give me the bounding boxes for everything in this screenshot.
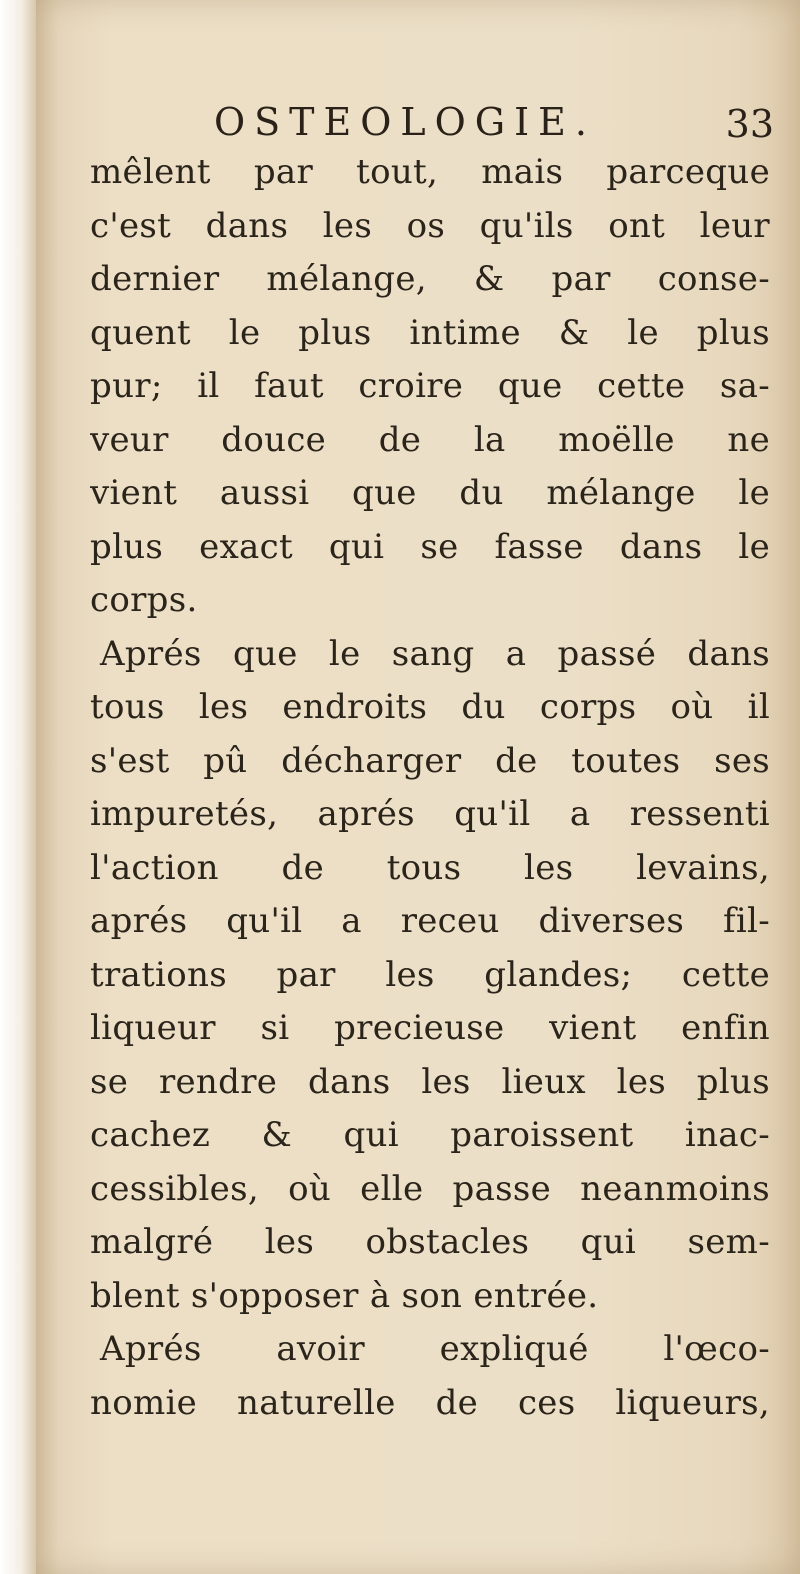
text-line: Aprés que le sang a passé dans bbox=[100, 633, 770, 674]
text-line: corps. bbox=[90, 580, 198, 620]
text-line: quent le plus intime & le plus bbox=[90, 312, 770, 353]
text-line: aprés qu'il a receu diverses fil- bbox=[90, 901, 770, 941]
body-text bbox=[90, 146, 770, 1430]
text-line: cessibles, où elle passe neanmoins bbox=[90, 1168, 770, 1209]
text-line: plus exact qui se fasse dans le bbox=[90, 526, 770, 567]
book-page bbox=[36, 0, 800, 1574]
text-line: trations par les glandes; cette bbox=[90, 954, 770, 995]
text-line: se rendre dans les lieux les plus bbox=[90, 1061, 770, 1102]
text-line: blent s'opposer à son entrée. bbox=[90, 1275, 599, 1316]
text-line: impuretés, aprés qu'il a ressenti bbox=[90, 794, 770, 834]
text-line: malgré les obstacles qui sem- bbox=[90, 1222, 770, 1262]
text-line: veur douce de la moëlle ne bbox=[90, 419, 770, 460]
text-line: s'est pû décharger de toutes ses bbox=[90, 740, 770, 781]
text-line: mêlent par tout, mais parceque bbox=[90, 152, 770, 192]
text-line: cachez & qui paroissent inac- bbox=[90, 1115, 770, 1155]
text-line: tous les endroits du corps où il bbox=[90, 687, 770, 727]
page-number: 33 bbox=[725, 102, 774, 146]
text-line: vient aussi que du mélange le bbox=[90, 473, 770, 513]
text-line: pur; il faut croire que cette sa- bbox=[90, 366, 770, 406]
text-line: Aprés avoir expliqué l'œco- bbox=[100, 1329, 770, 1369]
text-line: dernier mélange, & par conse- bbox=[90, 259, 770, 299]
text-line: l'action de tous les levains, bbox=[90, 847, 770, 888]
text-line: c'est dans les os qu'ils ont leur bbox=[90, 205, 770, 246]
page-edge bbox=[0, 0, 36, 1574]
text-line: nomie naturelle de ces liqueurs, bbox=[90, 1382, 770, 1423]
running-title: OSTEOLOGIE. bbox=[214, 100, 596, 144]
text-line: liqueur si precieuse vient enfin bbox=[90, 1008, 770, 1048]
